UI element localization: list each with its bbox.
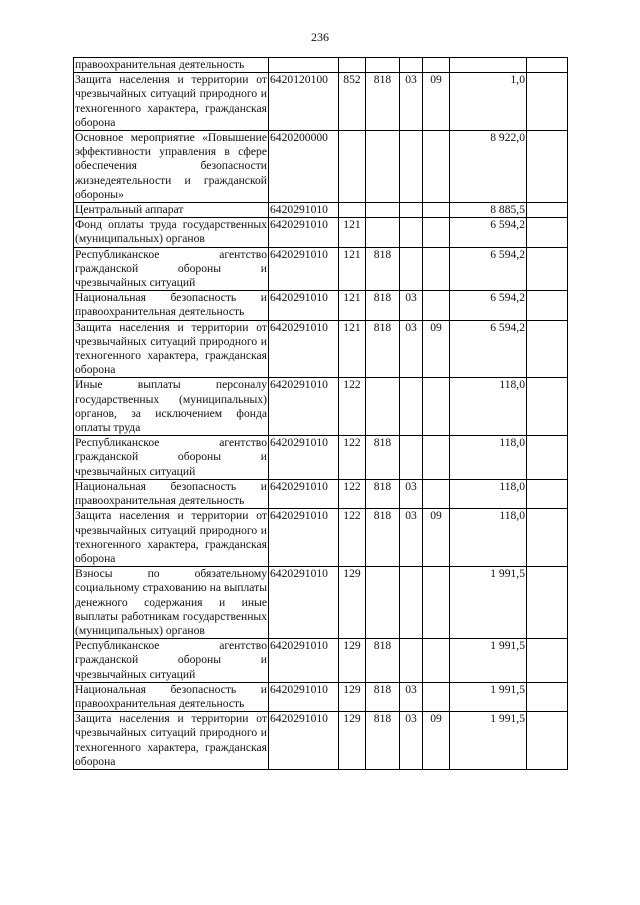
amount: 118,0 — [450, 479, 527, 508]
extra-amount — [527, 509, 568, 567]
amount — [450, 58, 527, 73]
row-name: Республиканское агентство гражданской обороны и чрезвычайных ситуаций — [75, 639, 267, 681]
subsection-code — [423, 131, 450, 203]
ministry-code: 818 — [366, 509, 400, 567]
extra-amount — [527, 378, 568, 436]
ministry-code: 818 — [366, 73, 400, 131]
expense-type-code: 129 — [339, 682, 366, 711]
target-code: 6420291010 — [269, 436, 339, 480]
section-code: 03 — [400, 479, 423, 508]
target-code: 6420291010 — [269, 682, 339, 711]
row-name: Защита населения и территории от чрезвычайных ситуаций природного и техногенного характера, гражданская оборона — [75, 712, 267, 768]
target-code: 6420291010 — [269, 378, 339, 436]
row-name: Национальная безопасность и правоохранительная деятельность — [75, 682, 267, 710]
target-code: 6420200000 — [269, 131, 339, 203]
ministry-code: 818 — [366, 436, 400, 480]
target-code: 6420291010 — [269, 509, 339, 567]
expense-type-code: 122 — [339, 479, 366, 508]
ministry-code: 818 — [366, 639, 400, 683]
amount: 6 594,2 — [450, 291, 527, 320]
table-row — [74, 203, 568, 218]
section-code — [400, 639, 423, 683]
table-row — [74, 291, 568, 320]
subsection-code — [423, 291, 450, 320]
table-row — [74, 378, 568, 436]
row-name: Взносы по обязательному социальному страхованию на выплаты денежного содержания и иные выплаты работникам государственных (муниципальных) органов — [75, 567, 267, 637]
subsection-code — [423, 639, 450, 683]
extra-amount — [527, 131, 568, 203]
ministry-code — [366, 131, 400, 203]
row-name: правоохранительная деятельность — [74, 58, 269, 73]
section-code: 03 — [400, 712, 423, 770]
extra-amount — [527, 682, 568, 711]
extra-amount — [527, 247, 568, 291]
table-row — [74, 247, 568, 291]
target-code: 6420291010 — [269, 479, 339, 508]
table-row — [74, 479, 568, 508]
amount: 1 991,5 — [450, 567, 527, 639]
ministry-code: 818 — [366, 479, 400, 508]
amount: 1,0 — [450, 73, 527, 131]
table-row — [74, 73, 568, 131]
subsection-code — [423, 203, 450, 218]
amount: 118,0 — [450, 378, 527, 436]
expense-type-code: 121 — [339, 291, 366, 320]
target-code: 6420291010 — [269, 291, 339, 320]
subsection-code — [423, 479, 450, 508]
subsection-code — [423, 567, 450, 639]
amount: 8 922,0 — [450, 131, 527, 203]
section-code — [400, 218, 423, 247]
expense-type-code: 129 — [339, 567, 366, 639]
table-row — [74, 436, 568, 480]
section-code: 03 — [400, 320, 423, 378]
target-code: 6420291010 — [269, 567, 339, 639]
table-row — [74, 567, 568, 639]
expense-type-code: 129 — [339, 712, 366, 770]
row-name: Национальная безопасность и правоохранительная деятельность — [75, 291, 267, 319]
amount: 6 594,2 — [450, 320, 527, 378]
amount: 1 991,5 — [450, 682, 527, 711]
ministry-code — [366, 58, 400, 73]
section-code — [400, 131, 423, 203]
section-code: 03 — [400, 509, 423, 567]
section-code — [400, 247, 423, 291]
expense-type-code — [339, 131, 366, 203]
extra-amount — [527, 320, 568, 378]
extra-amount — [527, 58, 568, 73]
table-row — [74, 639, 568, 683]
expense-type-code: 121 — [339, 247, 366, 291]
subsection-code — [423, 247, 450, 291]
target-code: 6420120100 — [269, 73, 339, 131]
amount: 1 991,5 — [450, 639, 527, 683]
amount: 118,0 — [450, 509, 527, 567]
subsection-code — [423, 378, 450, 436]
row-name: Республиканское агентство гражданской обороны и чрезвычайных ситуаций — [75, 247, 267, 290]
expense-type-code: 122 — [339, 436, 366, 480]
subsection-code — [423, 218, 450, 247]
expense-type-code: 122 — [339, 509, 366, 567]
expense-type-code — [339, 58, 366, 73]
ministry-code: 818 — [366, 682, 400, 711]
ministry-code — [366, 203, 400, 218]
expense-type-code: 121 — [339, 218, 366, 247]
extra-amount — [527, 567, 568, 639]
extra-amount — [527, 73, 568, 131]
table-row — [74, 58, 568, 73]
target-code: 6420291010 — [269, 247, 339, 291]
amount: 1 991,5 — [450, 712, 527, 770]
extra-amount — [527, 218, 568, 247]
expense-type-code: 852 — [339, 73, 366, 131]
section-code: 03 — [400, 682, 423, 711]
amount: 118,0 — [450, 436, 527, 480]
row-name: Защита населения и территории от чрезвычайных ситуаций природного и техногенного характера, гражданская оборона — [75, 320, 267, 377]
ministry-code: 818 — [366, 712, 400, 770]
row-name: Защита населения и территории от чрезвычайных ситуаций природного и техногенного характера, гражданская оборона — [75, 509, 267, 565]
row-name: Национальная безопасность и правоохранительная деятельность — [75, 479, 267, 508]
table-row — [74, 682, 568, 711]
ministry-code — [366, 567, 400, 639]
section-code — [400, 567, 423, 639]
extra-amount — [527, 712, 568, 770]
amount: 6 594,2 — [450, 247, 527, 291]
table-row — [74, 712, 568, 770]
subsection-code — [423, 682, 450, 711]
target-code: 6420291010 — [269, 639, 339, 683]
target-code: 6420291010 — [269, 218, 339, 247]
extra-amount — [527, 639, 568, 683]
ministry-code — [366, 218, 400, 247]
section-code — [400, 58, 423, 73]
row-name: Республиканское агентство гражданской обороны и чрезвычайных ситуаций — [75, 436, 267, 478]
ministry-code: 818 — [366, 247, 400, 291]
subsection-code: 09 — [423, 320, 450, 378]
target-code: 6420291010 — [269, 203, 339, 218]
amount: 6 594,2 — [450, 218, 527, 247]
ministry-code — [366, 378, 400, 436]
expense-type-code: 129 — [339, 639, 366, 683]
table-row — [74, 131, 568, 203]
extra-amount — [527, 436, 568, 480]
row-name: Основное мероприятие «Повышение эффективности управления в сфере обеспечения безопасности жизнедеятельности и гражданской обороны» — [75, 131, 267, 201]
subsection-code — [423, 436, 450, 480]
target-code: 6420291010 — [269, 320, 339, 378]
expense-type-code — [339, 203, 366, 218]
table-row — [74, 320, 568, 378]
section-code: 03 — [400, 291, 423, 320]
table-row — [74, 218, 568, 247]
row-name: Иные выплаты персоналу государственных (муниципальных) органов, за исключением фонда оплаты труда — [75, 378, 267, 435]
table-row — [74, 509, 568, 567]
section-code — [400, 203, 423, 218]
budget-table — [73, 57, 568, 770]
table-body — [74, 58, 568, 770]
subsection-code: 09 — [423, 73, 450, 131]
expense-type-code: 121 — [339, 320, 366, 378]
row-name: Фонд оплаты труда государственных (муниципальных) органов — [75, 218, 267, 246]
subsection-code: 09 — [423, 712, 450, 770]
section-code — [400, 378, 423, 436]
extra-amount — [527, 203, 568, 218]
subsection-code — [423, 58, 450, 73]
expense-type-code: 122 — [339, 378, 366, 436]
subsection-code: 09 — [423, 509, 450, 567]
amount: 8 885,5 — [450, 203, 527, 218]
target-code — [269, 58, 339, 73]
row-name: Центральный аппарат — [74, 203, 269, 218]
extra-amount — [527, 479, 568, 508]
target-code: 6420291010 — [269, 712, 339, 770]
section-code: 03 — [400, 73, 423, 131]
extra-amount — [527, 291, 568, 320]
section-code — [400, 436, 423, 480]
ministry-code: 818 — [366, 291, 400, 320]
page-number: 236 — [311, 30, 329, 44]
ministry-code: 818 — [366, 320, 400, 378]
row-name: Защита населения и территории от чрезвычайных ситуаций природного и техногенного характера, гражданская оборона — [75, 73, 267, 129]
